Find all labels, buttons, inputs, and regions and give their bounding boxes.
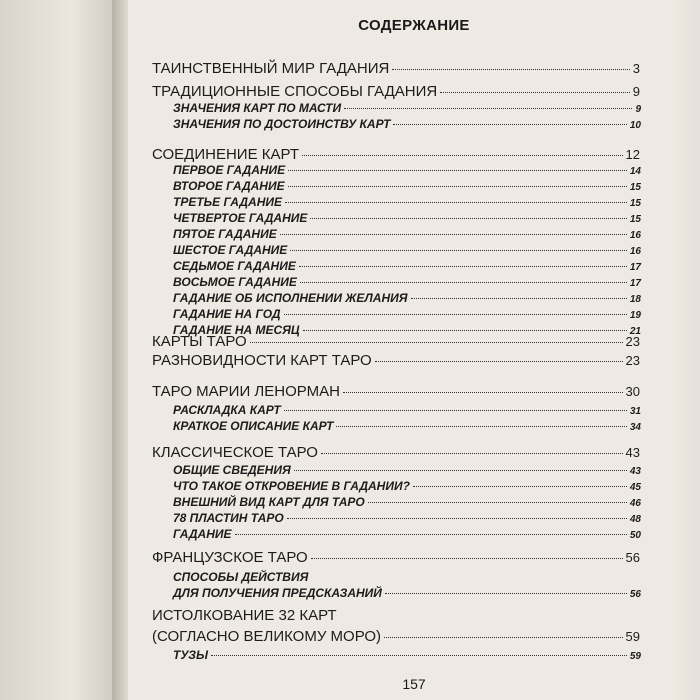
- toc-entry-title: ЧЕТВЕРТОЕ ГАДАНИЕ: [173, 211, 308, 225]
- toc-entry-title: ТРЕТЬЕ ГАДАНИЕ: [173, 195, 283, 209]
- dot-leader: [375, 361, 623, 362]
- toc-subsection-row: [173, 511, 641, 525]
- dot-leader: [413, 486, 627, 487]
- toc-entry-title: ПЯТОЕ ГАДАНИЕ: [173, 227, 277, 241]
- toc-entry-title: ТРАДИЦИОННЫЕ СПОСОБЫ ГАДАНИЯ: [152, 83, 438, 100]
- toc-page-number: 43: [629, 466, 641, 477]
- toc-entry-title: СПОСОБЫ ДЕЙСТВИЯ: [173, 570, 309, 584]
- toc-section-row: [152, 607, 640, 624]
- toc-page-number: 17: [629, 262, 641, 273]
- toc-entry-title: 78 ПЛАСТИН ТАРО: [173, 511, 284, 525]
- toc-page-number: 46: [629, 498, 641, 509]
- toc-subsection-row: [173, 227, 641, 241]
- toc-subsection-row: [173, 211, 641, 225]
- toc-page-number: 16: [629, 246, 641, 257]
- toc-subsection-row: [173, 495, 641, 509]
- toc-subsection-row: [173, 259, 641, 273]
- toc-entry-title: ЗНАЧЕНИЯ ПО ДОСТОИНСТВУ КАРТ: [173, 117, 391, 131]
- dot-leader: [288, 186, 627, 187]
- toc-page-number: 14: [629, 166, 641, 177]
- contents-page: [128, 0, 700, 700]
- dot-leader: [393, 124, 626, 125]
- dot-leader: [287, 518, 627, 519]
- toc-page-number: 56: [629, 589, 641, 600]
- contents-title: СОДЕРЖАНИЕ: [358, 17, 470, 34]
- toc-page-number: 17: [629, 278, 641, 289]
- toc-page-number: 56: [625, 550, 640, 565]
- toc-entry-title: ЗНАЧЕНИЯ КАРТ ПО МАСТИ: [173, 101, 342, 115]
- toc-entry-title: ТАИНСТВЕННЫЙ МИР ГАДАНИЯ: [152, 60, 390, 77]
- dot-leader: [385, 593, 627, 594]
- toc-page-number: 9: [635, 104, 641, 115]
- dot-leader: [280, 234, 627, 235]
- toc-subsection-row: [173, 648, 641, 662]
- dot-leader: [288, 170, 627, 171]
- toc-entry-title: ТАРО МАРИИ ЛЕНОРМАН: [152, 383, 340, 400]
- toc-section-row: [152, 549, 640, 566]
- toc-section-row: [152, 83, 640, 100]
- page-number: 157: [402, 676, 426, 692]
- toc-subsection-row: [173, 291, 641, 305]
- toc-page-number: 50: [629, 530, 641, 541]
- toc-entry-title: ГАДАНИЕ ОБ ИСПОЛНЕНИИ ЖЕЛАНИЯ: [173, 291, 408, 305]
- toc-entry-title: ВТОРОЕ ГАДАНИЕ: [173, 179, 285, 193]
- toc-section-row: [152, 333, 640, 350]
- toc-page-number: 45: [629, 482, 641, 493]
- toc-entry-title: ОБЩИЕ СВЕДЕНИЯ: [173, 463, 291, 477]
- toc-entry-title: ВОСЬМОЕ ГАДАНИЕ: [173, 275, 297, 289]
- dot-leader: [211, 655, 627, 656]
- toc-subsection-row: [173, 275, 641, 289]
- toc-page-number: 10: [629, 120, 641, 131]
- toc-page-number: 34: [629, 422, 641, 433]
- toc-entry-title: ЧТО ТАКОЕ ОТКРОВЕНИЕ В ГАДАНИИ?: [173, 479, 410, 493]
- dot-leader: [344, 108, 632, 109]
- dot-leader: [290, 250, 627, 251]
- toc-subsection-row: [173, 586, 641, 600]
- toc-subsection-row: [173, 403, 641, 417]
- dot-leader: [392, 69, 629, 70]
- toc-section-row: [152, 352, 640, 369]
- toc-page-number: 18: [629, 294, 641, 305]
- dot-leader: [310, 218, 626, 219]
- toc-section-row: [152, 60, 640, 77]
- toc-entry-title: ФРАНЦУЗСКОЕ ТАРО: [152, 549, 308, 566]
- toc-subsection-row: [173, 163, 641, 177]
- toc-section-row: [152, 383, 640, 400]
- toc-page-number: 21: [629, 326, 641, 337]
- toc-subsection-row: [173, 463, 641, 477]
- dot-leader: [300, 282, 627, 283]
- toc-subsection-row: [173, 101, 641, 115]
- toc-subsection-row: [173, 479, 641, 493]
- dot-leader: [235, 534, 627, 535]
- toc-subsection-row: [173, 243, 641, 257]
- toc-page-number: 23: [625, 334, 640, 349]
- toc-page-number: 15: [629, 198, 641, 209]
- toc-entry-title: СЕДЬМОЕ ГАДАНИЕ: [173, 259, 296, 273]
- toc-entry-title: ГАДАНИЕ НА МЕСЯЦ: [173, 323, 300, 337]
- toc-section-row: [152, 628, 640, 645]
- toc-entry-title: КАРТЫ ТАРО: [152, 333, 247, 350]
- toc-page-number: 59: [625, 629, 640, 644]
- dot-leader: [303, 330, 627, 331]
- toc-page-number: 48: [629, 514, 641, 525]
- toc-subsection-row: [173, 419, 641, 433]
- toc-entry-title: ГАДАНИЕ: [173, 527, 232, 541]
- dot-leader: [384, 637, 623, 638]
- toc-page-number: 23: [625, 353, 640, 368]
- toc-entry-title: ИСТОЛКОВАНИЕ 32 КАРТ: [152, 607, 337, 624]
- dot-leader: [285, 202, 627, 203]
- dot-leader: [294, 470, 627, 471]
- facing-page-edge: [0, 0, 118, 700]
- toc-subsection-row: [173, 195, 641, 209]
- toc-entry-title: РАЗНОВИДНОСТИ КАРТ ТАРО: [152, 352, 372, 369]
- toc-entry-title: ТУЗЫ: [173, 648, 209, 662]
- toc-page-number: 30: [625, 384, 640, 399]
- dot-leader: [336, 426, 626, 427]
- toc-entry-title: ВНЕШНИЙ ВИД КАРТ ДЛЯ ТАРО: [173, 495, 365, 509]
- dot-leader: [440, 92, 630, 93]
- toc-page-number: 43: [625, 445, 640, 460]
- toc-entry-title: КРАТКОЕ ОПИСАНИЕ КАРТ: [173, 419, 334, 433]
- dot-leader: [284, 410, 627, 411]
- dot-leader: [311, 558, 623, 559]
- toc-section-row: [152, 146, 640, 163]
- dot-leader: [284, 314, 627, 315]
- toc-entry-title: ГАДАНИЕ НА ГОД: [173, 307, 281, 321]
- toc-page-number: 16: [629, 230, 641, 241]
- toc-page-number: 15: [629, 182, 641, 193]
- toc-page-number: 15: [629, 214, 641, 225]
- toc-entry-title: ДЛЯ ПОЛУЧЕНИЯ ПРЕДСКАЗАНИЙ: [173, 586, 382, 600]
- toc-entry-title: (СОГЛАСНО ВЕЛИКОМУ МОРО): [152, 628, 382, 645]
- toc-entry-title: ШЕСТОЕ ГАДАНИЕ: [173, 243, 288, 257]
- toc-entry-title: СОЕДИНЕНИЕ КАРТ: [152, 146, 299, 163]
- toc-entry-title: РАСКЛАДКА КАРТ: [173, 403, 281, 417]
- toc-page-number: 3: [632, 61, 640, 76]
- toc-subsection-row: [173, 117, 641, 131]
- toc-page-number: 59: [629, 651, 641, 662]
- toc-subsection-row: [173, 179, 641, 193]
- toc-page-number: 31: [629, 406, 641, 417]
- dot-leader: [299, 266, 627, 267]
- toc-entry-title: КЛАССИЧЕСКОЕ ТАРО: [152, 444, 318, 461]
- toc-subsection-row: [173, 570, 641, 584]
- toc-page-number: 9: [632, 84, 640, 99]
- table-of-contents: [128, 0, 700, 700]
- dot-leader: [302, 155, 623, 156]
- toc-entry-title: ПЕРВОЕ ГАДАНИЕ: [173, 163, 286, 177]
- dot-leader: [321, 453, 623, 454]
- dot-leader: [411, 298, 627, 299]
- toc-page-number: 12: [625, 147, 640, 162]
- toc-subsection-row: [173, 527, 641, 541]
- toc-section-row: [152, 444, 640, 461]
- toc-page-number: 19: [629, 310, 641, 321]
- dot-leader: [250, 342, 623, 343]
- dot-leader: [343, 392, 623, 393]
- toc-subsection-row: [173, 307, 641, 321]
- dot-leader: [368, 502, 627, 503]
